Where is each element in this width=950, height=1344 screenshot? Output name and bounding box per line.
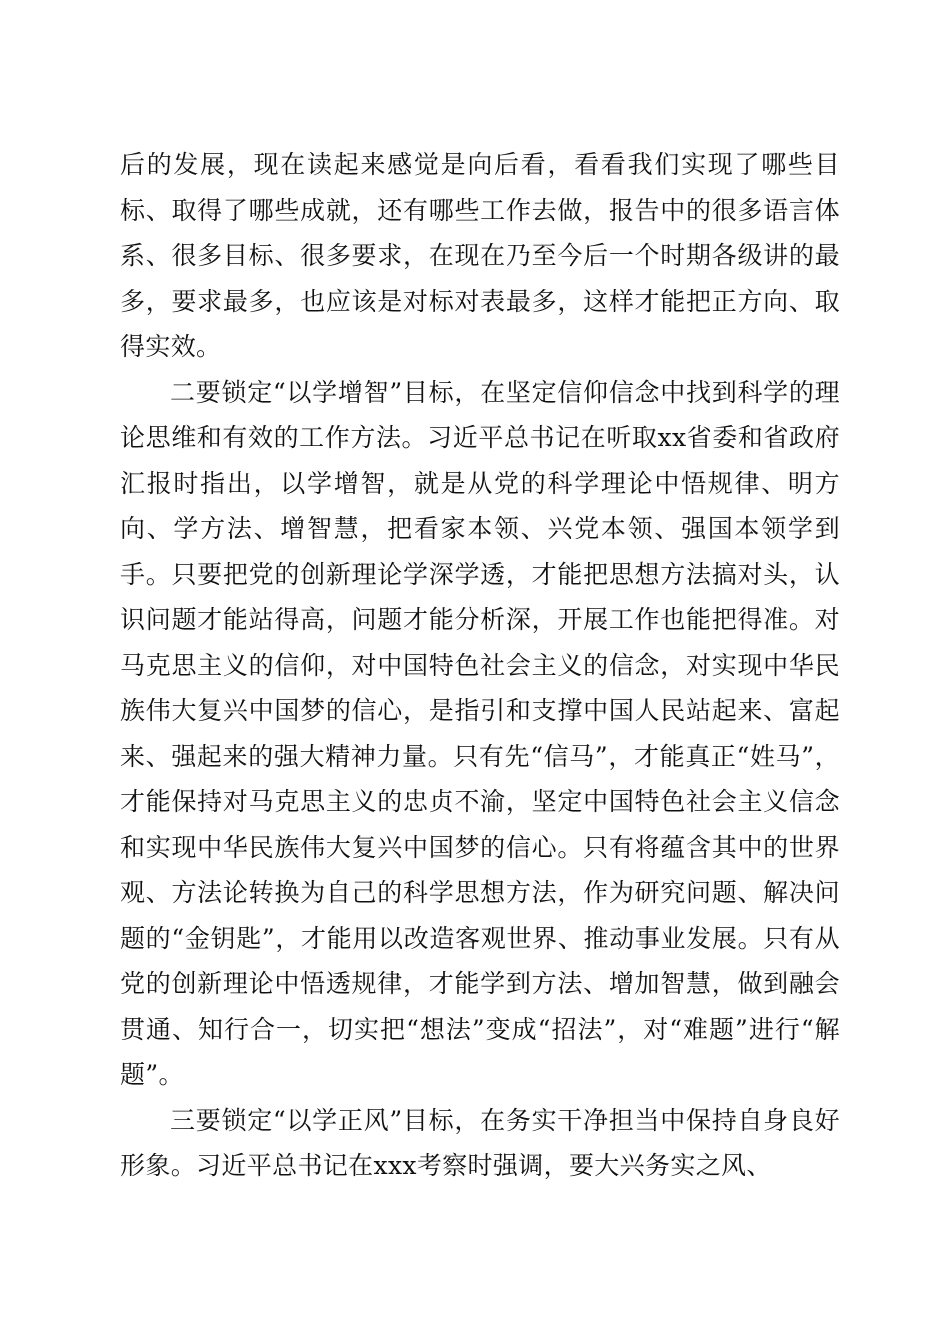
paragraph-third-point: 三要锁定“以学正风”目标，在务实干净担当中保持自身良好形象。习近平总书记在xxx考察时强调，要大兴务实之风、 <box>120 1105 840 1180</box>
paragraph-continuation: 后的发展，现在读起来感觉是向后看，看看我们实现了哪些目标、取得了哪些成就，还有哪些工作去做，报告中的很多语言体系、很多目标、很多要求，在现在乃至今后一个时期各级讲的最多，要求最多，也应该是对标对表最多，这样才能把正方向、取得实效。 <box>120 150 840 361</box>
document-body <box>120 142 840 1189</box>
paragraph-second-point: 二要锁定“以学增智”目标，在坚定信仰信念中找到科学的理论思维和有效的工作方法。习近平总书记在听取xx省委和省政府汇报时指出，以学增智，就是从党的科学理论中悟规律、明方向、学方法、增智慧，把看家本领、兴党本领、强国本领学到手。只要把党的创新理论学深学透，才能把思想方法搞对头，认识问题才能站得高，问题才能分析深，开展工作也能把得准。对马克思主义的信仰，对中国特色社会主义的信念，对实现中华民族伟大复兴中国梦的信心，是指引和支撑中国人民站起来、富起来、强起来的强大精神力量。只有先“信马”，才能真正“姓马”，才能保持对马克思主义的忠贞不渝，坚定中国特色社会主义信念和实现中华民族伟大复兴中国梦的信心。只有将蕴含其中的世界观、方法论转换为自己的科学思想方法，作为研究问题、解决问题的“金钥匙”，才能用以改造客观世界、推动事业发展。只有从党的创新理论中悟透规律，才能学到方法、增加智慧，做到融会贯通、知行合一，切实把“想法”变成“招法”，对“难题”进行“解题”。 <box>120 377 840 1089</box>
